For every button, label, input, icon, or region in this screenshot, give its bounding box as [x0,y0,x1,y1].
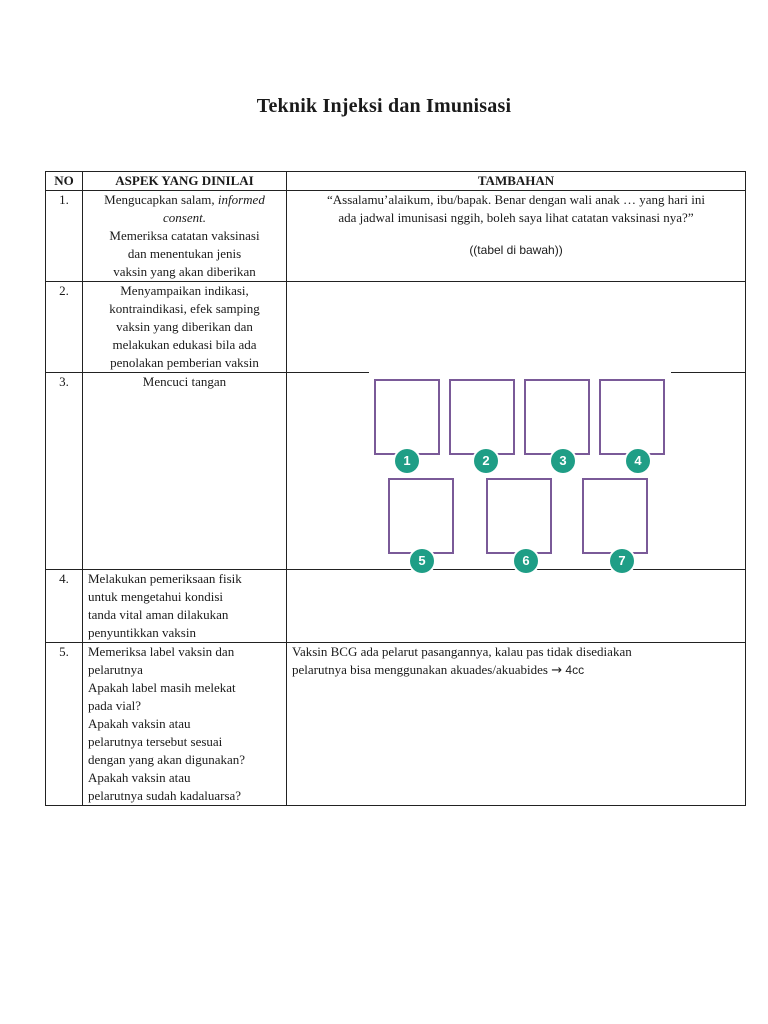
handwash-step-image [374,379,440,455]
aspect-text: pelarutnya sudah kadaluarsa? [88,788,242,803]
aspect-text: Mencuci tangan [142,374,227,389]
step-number-badge: 1 [395,449,419,473]
extra-note: ((tabel di bawah)) [469,243,563,257]
aspect-cell [83,373,287,570]
aspect-text: Apakah label masih melekat [88,680,236,695]
handwash-step-image [599,379,665,455]
aspect-text: untuk mengetahui kondisi [88,589,224,604]
arrow-right-icon: → [551,663,563,678]
extra-text: Vaksin BCG ada pelarut pasangannya, kalau pas tidak disediakan [292,644,632,659]
aspect-text: penyuntikkan vaksin [88,625,196,640]
aspect-text: Apakah vaksin atau [88,770,191,785]
table-row [46,643,746,806]
aspect-text: dan menentukan jenis [127,246,242,261]
row-number: 3. [46,373,83,570]
aspect-text: tanda vital aman dilakukan [88,607,229,622]
extra-text: “Assalamu’alaikum, ibu/bapak. Benar dengan wali anak … yang hari ini [327,192,705,207]
aspect-text: kontraindikasi, efek samping [109,301,260,316]
handwashing-steps-illustration [292,373,750,569]
aspect-text: Melakukan pemeriksaan fisik [88,571,242,586]
aspect-text: pelarutnya tersebut sesuai [88,734,223,749]
extra-cell [287,643,746,806]
aspect-text: Mengucapkan salam, [104,192,218,207]
step-number-badge: 4 [626,449,650,473]
aspect-text: dengan yang akan digunakan? [88,752,246,767]
step-number-badge: 3 [551,449,575,473]
extra-text: ada jadwal imunisasi nggih, boleh saya lihat catatan vaksinasi nya?” [338,210,694,225]
table-row [46,373,746,570]
extra-cell [287,282,746,373]
table-row [46,570,746,643]
row-number: 5. [46,643,83,806]
aspect-text: Apakah vaksin atau [88,716,191,731]
handwash-step-image [388,478,454,554]
header-extra: TAMBAHAN [287,172,746,191]
aspect-text: Menyampaikan indikasi, [120,283,249,298]
aspect-cell [83,643,287,806]
table-row [46,282,746,373]
aspect-text: melakukan edukasi bila ada [112,337,257,352]
row-number: 4. [46,570,83,643]
aspect-text: pada vial? [88,698,142,713]
handwash-step-image [449,379,515,455]
aspect-text: vaksin yang akan diberikan [113,264,256,279]
aspect-text-italic: consent. [163,210,206,225]
aspect-cell [83,191,287,282]
step-number-badge: 6 [514,549,538,573]
row-number: 1. [46,191,83,282]
aspect-text: Memeriksa label vaksin dan [88,644,235,659]
extra-cell [287,191,746,282]
aspect-text-italic: informed [217,192,265,207]
aspect-cell [83,282,287,373]
page-title: Teknik Injeksi dan Imunisasi [256,95,512,117]
handwash-step-image [582,478,648,554]
step-number-badge: 5 [410,549,434,573]
aspect-text: penolakan pemberian vaksin [110,355,259,370]
table-row [46,191,746,282]
step-number-badge: 7 [610,549,634,573]
extra-volume: 4cc [562,663,585,677]
aspect-cell [83,570,287,643]
step-number-badge: 2 [474,449,498,473]
handwashing-cell [287,373,746,570]
header-aspect: ASPEK YANG DINILAI [83,172,287,191]
table-header-row [46,172,746,191]
extra-cell [287,570,746,643]
extra-text: pelarutnya bisa menggunakan akuades/akuabides [292,662,552,677]
aspect-text: pelarutnya [88,662,143,677]
handwash-step-image [486,478,552,554]
header-no: NO [46,172,83,191]
aspect-text: vaksin yang diberikan dan [116,319,253,334]
handwash-step-image [524,379,590,455]
row-number: 2. [46,282,83,373]
assessment-table [45,171,746,806]
aspect-text: Memeriksa catatan vaksinasi [109,228,260,243]
